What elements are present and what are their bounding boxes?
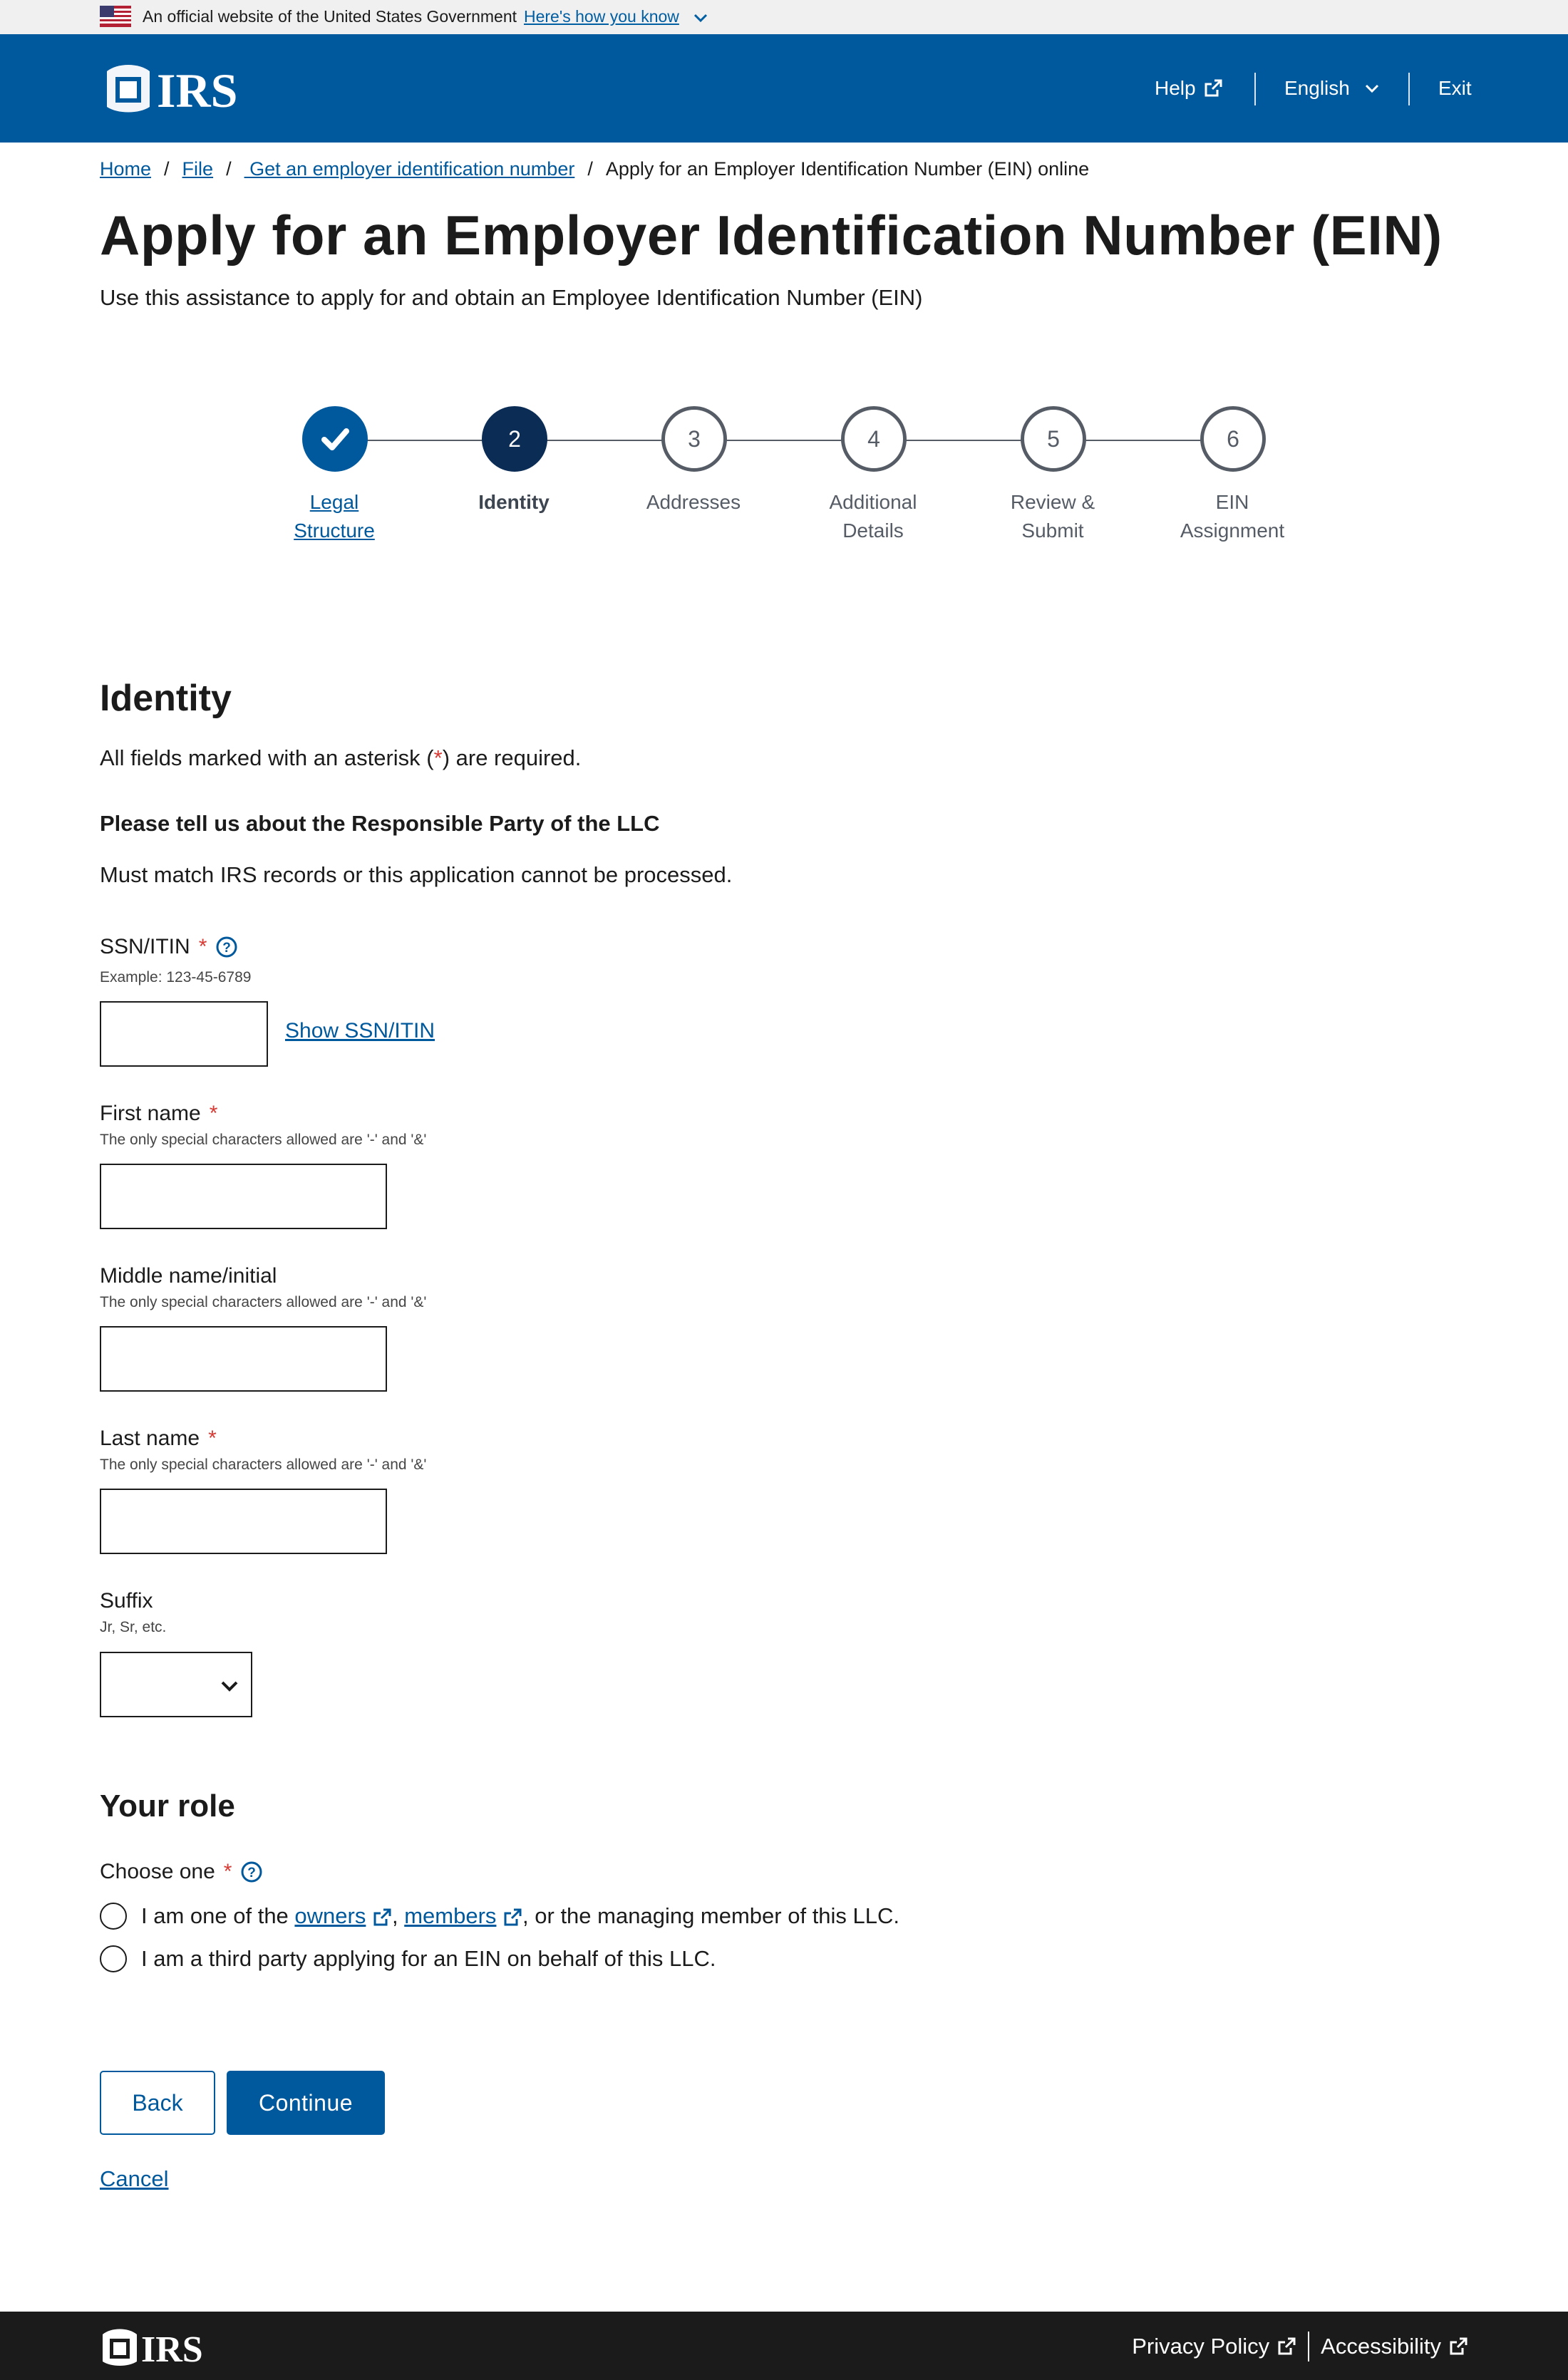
privacy-policy-link[interactable]: Privacy Policy (1132, 2334, 1296, 2359)
gov-banner-text: An official website of the United States Government (143, 7, 517, 26)
svg-text:?: ? (222, 941, 232, 956)
first-name-input[interactable] (100, 1164, 387, 1229)
step-label: Identity (478, 491, 550, 513)
language-label: English (1284, 77, 1350, 99)
chevron-down-icon (1363, 79, 1381, 98)
suffix-hint: Jr, Sr, etc. (100, 1619, 167, 1635)
irs-logo[interactable] (100, 2327, 217, 2367)
radio-button[interactable] (100, 1945, 127, 1972)
step-number: 2 (482, 406, 547, 472)
help-label: Help (1155, 77, 1196, 99)
step-number: 6 (1200, 406, 1266, 472)
header-divider (1408, 73, 1410, 105)
stepper-line (335, 440, 1233, 441)
first-name-label: First name * (100, 1102, 218, 1125)
step-number: 4 (841, 406, 907, 472)
middle-name-label: Middle name/initial (100, 1264, 277, 1288)
breadcrumb-current: Apply for an Employer Identification Number (EIN) online (605, 158, 1090, 180)
breadcrumb-separator: / (164, 158, 170, 180)
step-label: EIN Assignment (1180, 491, 1285, 542)
breadcrumb-separator: / (226, 158, 232, 180)
last-name-hint: The only special characters allowed are '-' and '&' (100, 1457, 427, 1473)
identity-heading: Identity (100, 678, 232, 719)
last-name-input[interactable] (100, 1489, 387, 1554)
gov-banner (0, 0, 1568, 34)
step-number: 3 (661, 406, 727, 472)
footer-divider (1308, 2332, 1309, 2361)
footer-links (1132, 2332, 1468, 2361)
role-option-third-party-label: I am a third party applying for an EIN on behalf of this LLC. (141, 1946, 716, 1971)
step-label: Review & Submit (1010, 491, 1095, 542)
accessibility-link[interactable]: Accessibility (1321, 2334, 1468, 2359)
site-header (0, 34, 1568, 143)
breadcrumb-home[interactable]: Home (100, 158, 152, 180)
ssn-hint: Example: 123-45-6789 (100, 969, 252, 985)
step-label: Additional Details (829, 491, 917, 542)
owners-link[interactable]: owners (294, 1903, 366, 1928)
role-option-owner[interactable] (100, 1903, 899, 1930)
gov-banner-link[interactable]: Here's how you know (524, 7, 679, 26)
header-divider (1254, 73, 1256, 105)
external-link-icon (372, 1908, 392, 1928)
first-name-hint: The only special characters allowed are '-' and '&' (100, 1132, 427, 1148)
step-label[interactable]: Legal Structure (294, 491, 375, 542)
svg-text:?: ? (247, 1866, 257, 1880)
ssn-input[interactable] (100, 1001, 268, 1067)
page-subtitle: Use this assistance to apply for and obtain an Employee Identification Number (EIN) (100, 285, 923, 310)
members-link[interactable]: members (404, 1903, 497, 1928)
show-ssn-link[interactable]: Show SSN/ITIN (285, 1019, 435, 1042)
step-number: 5 (1021, 406, 1086, 472)
ssn-label: SSN/ITIN * ? (100, 935, 238, 959)
us-flag-icon (100, 6, 131, 27)
svg-text:IRS: IRS (141, 2329, 203, 2367)
external-link-icon (1448, 2337, 1468, 2356)
middle-name-input[interactable] (100, 1326, 387, 1392)
site-footer (0, 2312, 1568, 2380)
suffix-select[interactable] (100, 1652, 252, 1717)
continue-button[interactable]: Continue (227, 2071, 385, 2135)
chevron-down-icon[interactable] (691, 9, 710, 27)
radio-button[interactable] (100, 1903, 127, 1930)
step-label: Addresses (646, 491, 741, 513)
irs-logo[interactable] (100, 63, 249, 114)
external-link-icon (502, 1908, 522, 1928)
role-heading: Your role (100, 1789, 235, 1823)
match-note: Must match IRS records or this application cannot be processed. (100, 862, 733, 887)
external-link-icon (1276, 2337, 1296, 2356)
exit-link[interactable]: Exit (1438, 77, 1472, 99)
back-button[interactable]: Back (100, 2071, 215, 2135)
breadcrumb-separator: / (587, 158, 593, 180)
chevron-down-icon (218, 1675, 241, 1697)
breadcrumb (100, 158, 1089, 180)
page-title: Apply for an Employer Identification Number (EIN) (100, 204, 1443, 267)
breadcrumb-get-ein[interactable]: Get an employer identification number (244, 158, 575, 180)
cancel-link[interactable]: Cancel (100, 2166, 169, 2191)
progress-stepper (0, 399, 1568, 556)
role-option-third-party[interactable] (100, 1945, 716, 1972)
breadcrumb-file[interactable]: File (182, 158, 214, 180)
role-option-owner-label: I am one of the owners , members , or the managing member of this LLC. (141, 1903, 900, 1928)
last-name-label: Last name * (100, 1427, 217, 1450)
svg-text:IRS: IRS (157, 63, 238, 114)
required-note: All fields marked with an asterisk (*) are required. (100, 745, 582, 770)
check-icon (302, 406, 368, 472)
language-selector[interactable] (1284, 77, 1381, 100)
choose-one-label: Choose one * ? (100, 1860, 263, 1884)
responsible-party-heading: Please tell us about the Responsible Party of the LLC (100, 811, 660, 836)
help-circle-icon[interactable] (240, 1861, 263, 1883)
help-circle-icon[interactable] (215, 936, 238, 958)
middle-name-hint: The only special characters allowed are '-' and '&' (100, 1294, 427, 1310)
suffix-label: Suffix (100, 1589, 153, 1613)
external-link-icon (1203, 78, 1223, 98)
help-link[interactable] (1155, 77, 1223, 100)
